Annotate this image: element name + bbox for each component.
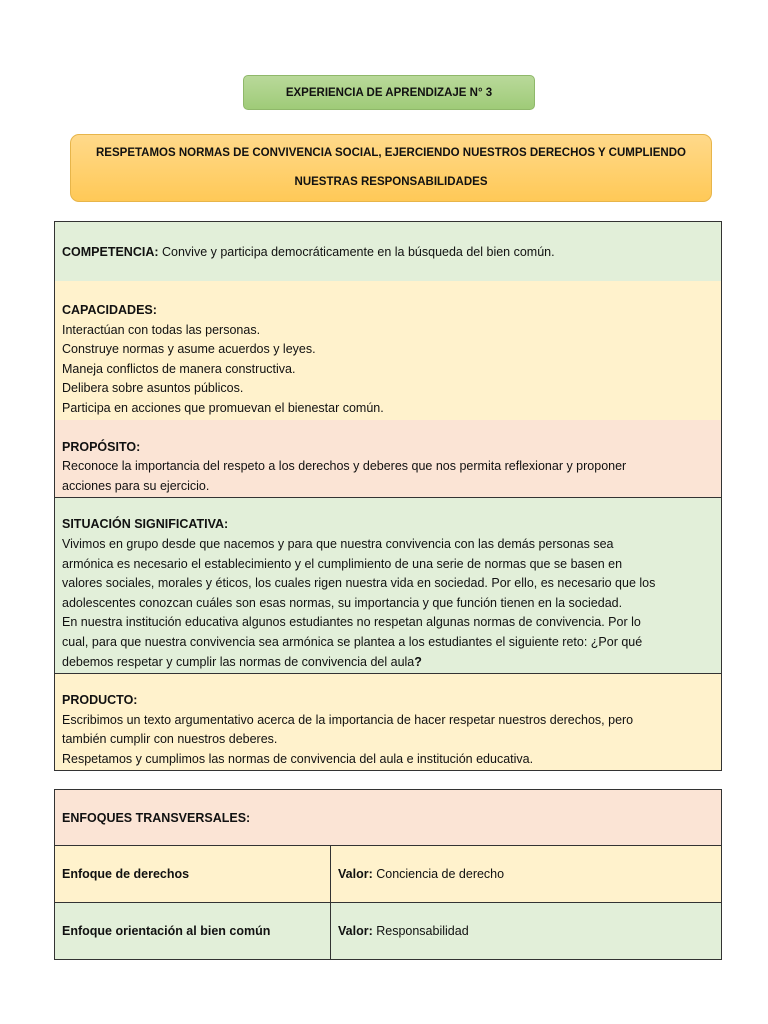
proposito-cell — [55, 420, 722, 498]
situacion-label: SITUACIÓN SIGNIFICATIVA: — [62, 517, 229, 532]
situacion-line: cual, para que nuestra convivencia sea armónica se plantea a los estudiantes el siguiente reto: ¿Por qué — [62, 634, 643, 649]
enfoque-row — [55, 903, 722, 960]
producto-label: PRODUCTO: — [62, 693, 138, 708]
situacion-line: En nuestra institución educativa algunos estudiantes no respetan algunas normas de convivencia. Por lo — [62, 615, 641, 630]
capacidad-item: Maneja conflictos de manera constructiva. — [62, 361, 296, 376]
competencia-row — [55, 222, 722, 282]
producto-line: Escribimos un texto argumentativo acerca de la importancia de hacer respetar nuestros derechos, pero — [62, 712, 634, 727]
proposito-line: Reconoce la importancia del respeto a los derechos y deberes que nos permita reflexionar y proponer — [62, 459, 627, 474]
producto-row — [55, 674, 722, 771]
valor-label: Valor: — [338, 924, 373, 938]
experience-subtitle-box — [70, 134, 712, 202]
situacion-line: valores sociales, morales y éticos, los cuales rigen nuestra vida en sociedad. Por ello, es necesario que los — [62, 576, 656, 591]
producto-cell — [55, 674, 722, 771]
capacidades-row — [55, 281, 722, 420]
producto-line: también cumplir con nuestros deberes. — [62, 732, 278, 747]
enfoque-valor-cell — [331, 903, 722, 960]
enfoque-name: Enfoque orientación al bien común — [62, 924, 271, 938]
enfoque-name-cell — [55, 903, 331, 960]
subtitle-line-2: NUESTRAS RESPONSABILIDADES — [294, 176, 488, 188]
subtitle-line-1: RESPETAMOS NORMAS DE CONVIVENCIA SOCIAL, EJERCIENDO NUESTROS DERECHOS Y CUMPLIENDO — [96, 147, 686, 159]
situacion-row — [55, 498, 722, 674]
situacion-line: armónica es necesario el establecimiento y el cumplimiento de una serie de normas que se basen en — [62, 556, 623, 571]
experience-title: EXPERIENCIA DE APRENDIZAJE N° 3 — [285, 86, 493, 99]
situacion-line: Vivimos en grupo desde que nacemos y para que nuestra convivencia con las demás personas sea — [62, 536, 614, 551]
enfoque-name-cell — [55, 846, 331, 903]
experience-title-box — [243, 75, 535, 110]
enfoques-header: ENFOQUES TRANSVERSALES: — [62, 810, 251, 825]
proposito-row — [55, 420, 722, 498]
situacion-last-text: debemos respetar y cumplir las normas de convivencia del aula — [62, 654, 415, 669]
competencia-cell — [55, 222, 722, 282]
capacidades-cell — [55, 281, 722, 420]
producto-line: Respetamos y cumplimos las normas de convivencia del aula e institución educativa. — [62, 751, 534, 766]
capacidad-item: Delibera sobre asuntos públicos. — [62, 381, 244, 396]
valor-text: Responsabilidad — [372, 924, 469, 938]
enfoques-header-row — [55, 790, 722, 846]
proposito-label: PROPÓSITO: — [62, 439, 141, 454]
proposito-line: acciones para su ejercicio. — [62, 478, 210, 493]
enfoque-name: Enfoque de derechos — [62, 867, 190, 881]
capacidad-item: Construye normas y asume acuerdos y leyes. — [62, 342, 316, 357]
enfoque-valor-cell — [331, 846, 722, 903]
competencia-label: COMPETENCIA: — [62, 245, 159, 260]
enfoque-row — [55, 846, 722, 903]
capacidad-item: Interactúan con todas las personas. — [62, 322, 261, 337]
situacion-line: adolescentes conozcan cuáles son esas normas, su importancia y que función tienen en la sociedad. — [62, 595, 623, 610]
planning-table — [54, 221, 722, 771]
situacion-last-line — [62, 653, 714, 673]
capacidad-item: Participa en acciones que promuevan el bienestar común. — [62, 400, 384, 415]
enfoques-table — [54, 789, 722, 960]
situacion-cell — [55, 498, 722, 674]
valor-label: Valor: — [338, 867, 373, 881]
situacion-question-mark: ? — [414, 654, 422, 669]
capacidades-label: CAPACIDADES: — [62, 303, 157, 317]
competencia-text: Convive y participa democráticamente en la búsqueda del bien común. — [158, 245, 555, 260]
enfoques-header-cell — [55, 790, 722, 846]
valor-text: Conciencia de derecho — [372, 867, 505, 881]
